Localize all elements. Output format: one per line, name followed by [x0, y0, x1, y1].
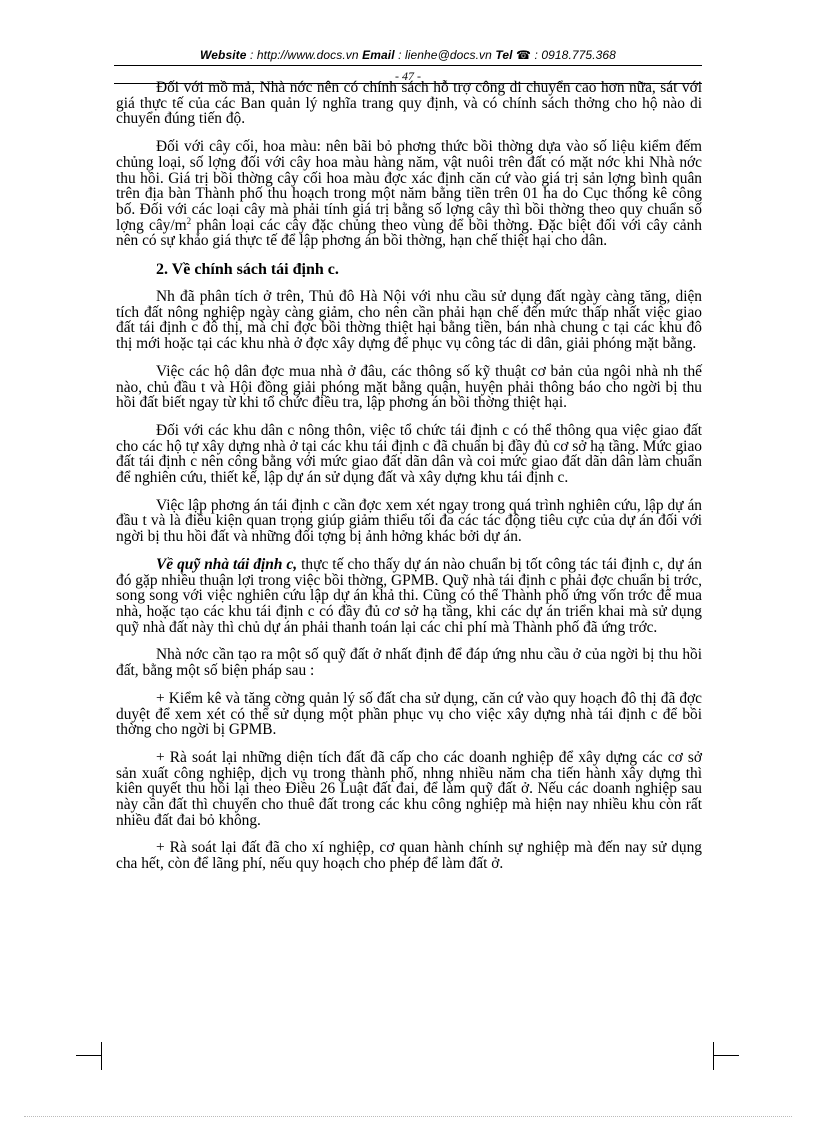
list-item-review-agency-land: + Rà soát lại đất đã cho xí nghiệp, cơ quan hành chính sự nghiệp mà đến nay sử dụng cha hết, còn để lãng phí, nếu quy hoạch cho phép để làm đất ở.: [116, 839, 702, 873]
paragraph-grave-relocation: Đối với mồ mả, Nhà nớc nên có chính sách hỗ trợ công di chuyển cao hơn nữa, sát với giá thực tế của các Ban quản lý nghĩa trang quy định, và có chính sách thởng cho hộ nào di chuyển đúng tiến độ.: [116, 79, 702, 128]
housing-fund-lead: Về quỹ nhà tái định c,: [156, 555, 298, 573]
tel-value: : 0918.775.368: [531, 48, 616, 62]
crop-mark-right-vertical: [713, 1042, 714, 1070]
crops-text-part-1: Đối với cây cối, hoa màu: nên bãi bỏ phơng thức bồi thờng dựa vào số liệu kiểm đếm chủng loại, số lợng đối với cây hoa màu hàng năm, vật nuôi trên đất có mặt nớc khi Nhà nớc thu hồi. Giá trị bồi thờng cây cối hoa màu đợc xác định căn cứ vào giá trị sản lợng bình quân trên địa bàn Thành phố thu hoạch trong một năm bằng tiền trên 01 ha do Cục thống kê công bố. Đối với các loại cây mà phải tính giá trị bằng số lợng cây thì bồi thờng theo quy chuẩn số lợng cây/m: [116, 138, 702, 234]
list-item-review-enterprise-land: + Rà soát lại những diện tích đất đã cấp cho các doanh nghiệp để xây dựng các cơ sở sản xuất công nghiệp, dịch vụ trong thành phố, nhng nhiều năm cha tiến hành xây dựng thì kiên quyết thu hồi lại theo Điều 26 Luật đất đai, để làm quỹ đất ở. Nếu các doanh nghiệp sau này cần đất thì chuyển cho thuê đất trong các khu công nghiệp mà hiện nay nhiều khu còn rất nhiều đất đai bỏ không.: [116, 748, 702, 829]
paragraph-land-fund-measures: Nhà nớc cần tạo ra một số quỹ đất ở nhất định để đáp ứng nhu cầu ở của ngời bị thu hồi đất, bằng một số biện pháp sau :: [116, 646, 702, 680]
page-header: [0, 48, 816, 62]
tel-label: Tel: [495, 48, 513, 62]
paragraph-housing-info: Việc các hộ dân đợc mua nhà ở đâu, các thông số kỹ thuật cơ bản của ngôi nhà nh thế nào, chủ đầu t và Hội đồng giải phóng mặt bằng quận, huyện phải thông báo cho ngời bị thu hồi đất biết ngay từ khi tổ chức điều tra, lập phơng án bồi thờng thiệt hại.: [116, 362, 702, 412]
section-heading-resettlement: 2. Về chính sách tái định c.: [156, 261, 339, 279]
paragraph-housing-fund: [116, 557, 702, 636]
page-bottom-dotted-line: [24, 1116, 792, 1117]
paragraph-crops-compensation: [116, 139, 702, 249]
housing-fund-text: thực tế cho thấy dự án nào chuẩn bị tốt công tác tái định c, dự án đó gặp nhiều thuận lợi trong việc bồi thờng, GPMB. Quỹ nhà tái định c phải đợc chuẩn bị trớc, song song với việc nghiên cứu lập dự án khả thi. Cũng có thể Thành phố ứng vốn trớc để mua nhà, hoặc tạo các khu tái định c có đầy đủ cơ sở hạ tầng, khi các dự án triển khai mà sử dụng quỹ nhà đất này thì chủ dự án phải thanh toán lại các chi phí mà Thành phố đã ứng trớc.: [116, 555, 702, 636]
email-value: : lienhe@docs.vn: [394, 48, 496, 62]
website-label: Website: [200, 48, 247, 62]
paragraph-rural-resettlement: Đối với các khu dân c nông thôn, việc tổ chức tái định c có thể thông qua việc giao đất cho các hộ tự xây dựng nhà ở tại các khu tái định c đã chuẩn bị đầy đủ cơ sở hạ tầng. Mức giao đất tái định c nên công bằng với mức giao đất dãn dân và coi mức giao đất dãn dân làm chuẩn để nghiên cứu, thiết kế, lập dự án sử dụng đất và xây dựng khu tái định c.: [116, 421, 702, 487]
document-body: [116, 80, 702, 884]
email-label: Email: [362, 48, 395, 62]
website-value: : http://www.docs.vn: [246, 48, 363, 62]
paragraph-limit-land-allocation: Nh đã phân tích ở trên, Thủ đô Hà Nội với nhu cầu sử dụng đất ngày càng tăng, diện tích đất nông nghiệp ngày càng giảm, cho nên cần phải hạn chế đến mức thấp nhất việc giao đất tái định c đô thị, mà chỉ đợc bồi thờng thiệt hại bằng tiền, bán nhà chung c tại các khu đô thị mới hoặc tại các khu nhà ở đợc xây dựng để phục vụ công tác di dân, giải phóng mặt bằng.: [116, 288, 702, 353]
crop-mark-left-vertical: [101, 1042, 102, 1070]
crop-mark-right-horizontal: [713, 1055, 739, 1056]
crops-superscript: 2: [186, 215, 192, 226]
header-rule-top: [114, 65, 702, 66]
list-item-inventory: + Kiểm kê và tăng cờng quản lý số đất cha sử dụng, căn cứ vào quy hoạch đô thị đã đợc duyệt để xem xét có thể sử dụng một phần phục vụ cho việc xây dựng nhà tái định c để bồi thờng cho ngời bị GPMB.: [116, 689, 702, 739]
paragraph-resettlement-planning: Việc lập phơng án tái định c cần đợc xem xét ngay trong quá trình nghiên cứu, lập dự án đầu t và là điều kiện quan trọng giúp giảm thiểu tối đa các tác động tiêu cực của dự án đối với ngời bị thu hồi đất và những đối tợng bị ảnh hởng khác bởi dự án.: [116, 496, 702, 546]
page-number: - 47 -: [395, 69, 421, 83]
crops-text-part-2: phân loại các cây đặc chủng theo vùng để bồi thờng. Đặc biệt đối với cây cảnh nên có sự khảo giá thực tế để lập phơng án bồi thờng, hạn chế thiệt hại cho dân.: [116, 216, 702, 250]
crop-mark-left-horizontal: [76, 1055, 102, 1056]
phone-icon: ☎: [515, 48, 532, 62]
